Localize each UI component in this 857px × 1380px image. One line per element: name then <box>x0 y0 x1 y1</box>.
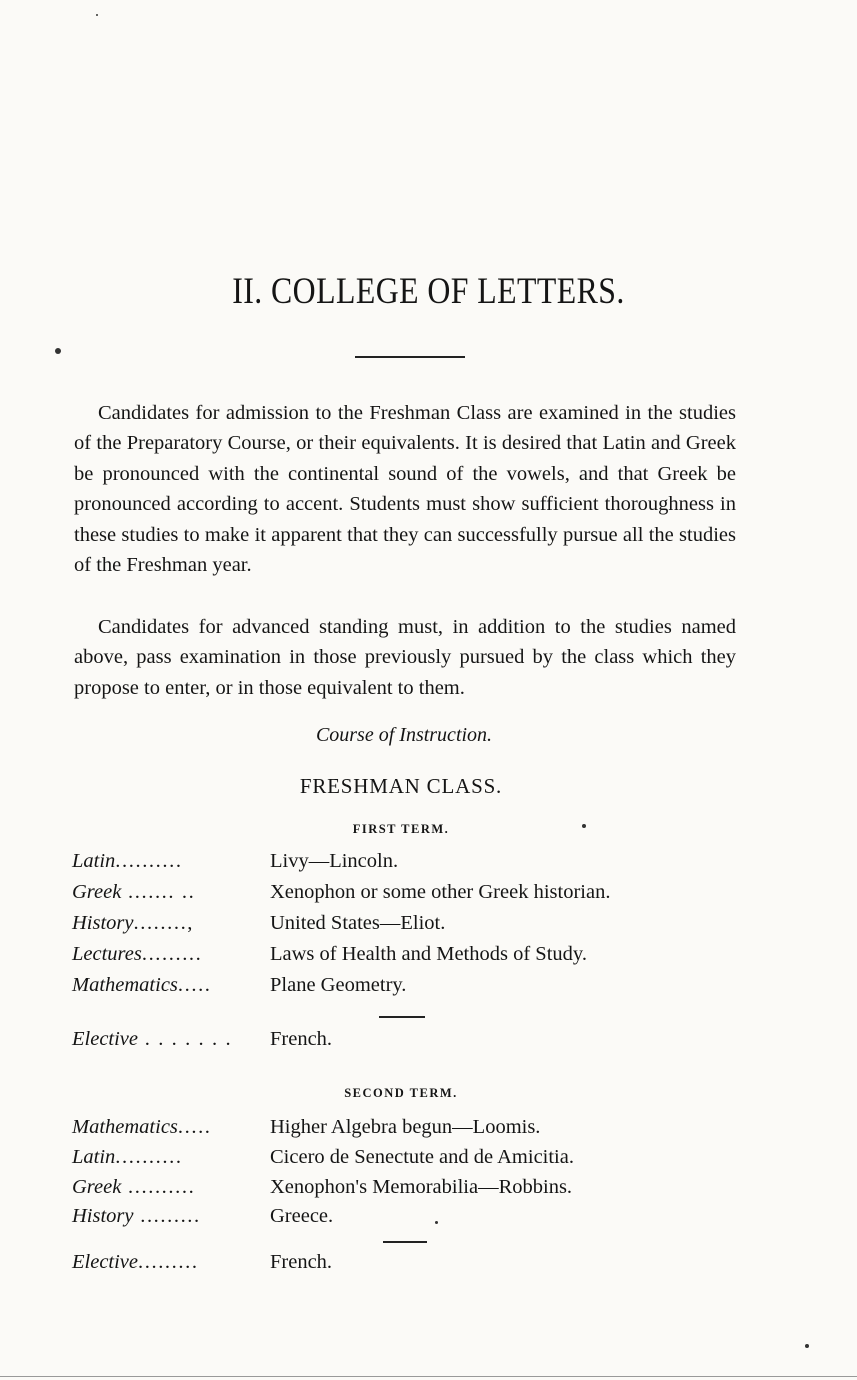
class-heading: FRESHMAN CLASS. <box>299 774 503 798</box>
course-description: Xenophon or some other Greek historian. <box>270 881 611 903</box>
subject-name: History <box>72 1205 134 1227</box>
course-description: Higher Algebra begun—Loomis. <box>270 1116 541 1138</box>
second-term-heading: SECOND TERM. <box>344 1086 458 1100</box>
ink-speck <box>582 824 586 828</box>
ink-speck <box>435 1221 438 1224</box>
elective-rule <box>379 1016 425 1018</box>
course-description: Greece. <box>270 1205 334 1227</box>
subject-name: Elective <box>72 1251 139 1273</box>
course-description: Xenophon's Memorabilia—Robbins. <box>270 1176 573 1198</box>
subject-name: Latin <box>72 1146 116 1168</box>
leader-dots: ........, <box>133 912 195 934</box>
leader-dots: .......... <box>115 1146 183 1168</box>
section-title: II. COLLEGE OF LETTERS. <box>232 271 625 312</box>
admission-paragraph: Candidates for admission to the Freshman Class are examined in the studies of the Preparatory Course, or their equivalents. It is desired that Latin and Greek be pronounced with the continental sound of the vowels, and that Greek be pronounced according to accent. Students must show sufficient thoroughness in these studies to make it apparent that they can successfully pursue all the studies of the Freshman year. <box>74 402 736 577</box>
ink-speck <box>96 14 98 16</box>
leader-dots: ......... <box>141 943 203 965</box>
ink-speck <box>805 1344 809 1348</box>
subject-name: History <box>72 912 134 934</box>
first-term-heading: FIRST TERM. <box>352 822 450 836</box>
course-description: Livy—Lincoln. <box>270 850 399 872</box>
title-rule <box>355 356 465 358</box>
advanced-standing-paragraph: Candidates for advanced standing must, in addition to the studies named above, pass examination in those previously pursued by the class which they propose to enter, or in those equivalent to them. <box>74 616 736 699</box>
leader-dots: .......... <box>121 1176 196 1198</box>
subject-name: Elective <box>72 1028 139 1050</box>
leader-dots: .......... <box>115 850 183 872</box>
course-description: French. <box>270 1028 333 1050</box>
leader-dots: ..... <box>177 974 212 996</box>
course-description: Laws of Health and Methods of Study. <box>270 943 587 965</box>
subject-name: Lectures <box>72 943 142 965</box>
leader-dots: ......... <box>133 1205 201 1227</box>
leader-dots: ....... .. <box>121 881 196 903</box>
leader-dots: . . . . . . . <box>138 1028 233 1050</box>
subject-name: Greek <box>72 1176 122 1198</box>
elective-rule <box>383 1241 427 1243</box>
subject-name: Mathematics <box>72 974 178 996</box>
subject-name: Mathematics <box>72 1116 178 1138</box>
course-description: French. <box>270 1251 333 1273</box>
course-description: Cicero de Senectute and de Amicitia. <box>270 1146 574 1168</box>
course-description: United States—Eliot. <box>270 912 446 934</box>
subject-name: Latin <box>72 850 116 872</box>
course-heading: Course of Instruction. <box>315 724 493 746</box>
course-description: Plane Geometry. <box>270 974 407 996</box>
ink-speck <box>55 348 61 354</box>
leader-dots: ..... <box>177 1116 212 1138</box>
page-edge <box>0 1376 857 1377</box>
leader-dots: ......... <box>138 1251 199 1273</box>
subject-name: Greek <box>72 881 122 903</box>
